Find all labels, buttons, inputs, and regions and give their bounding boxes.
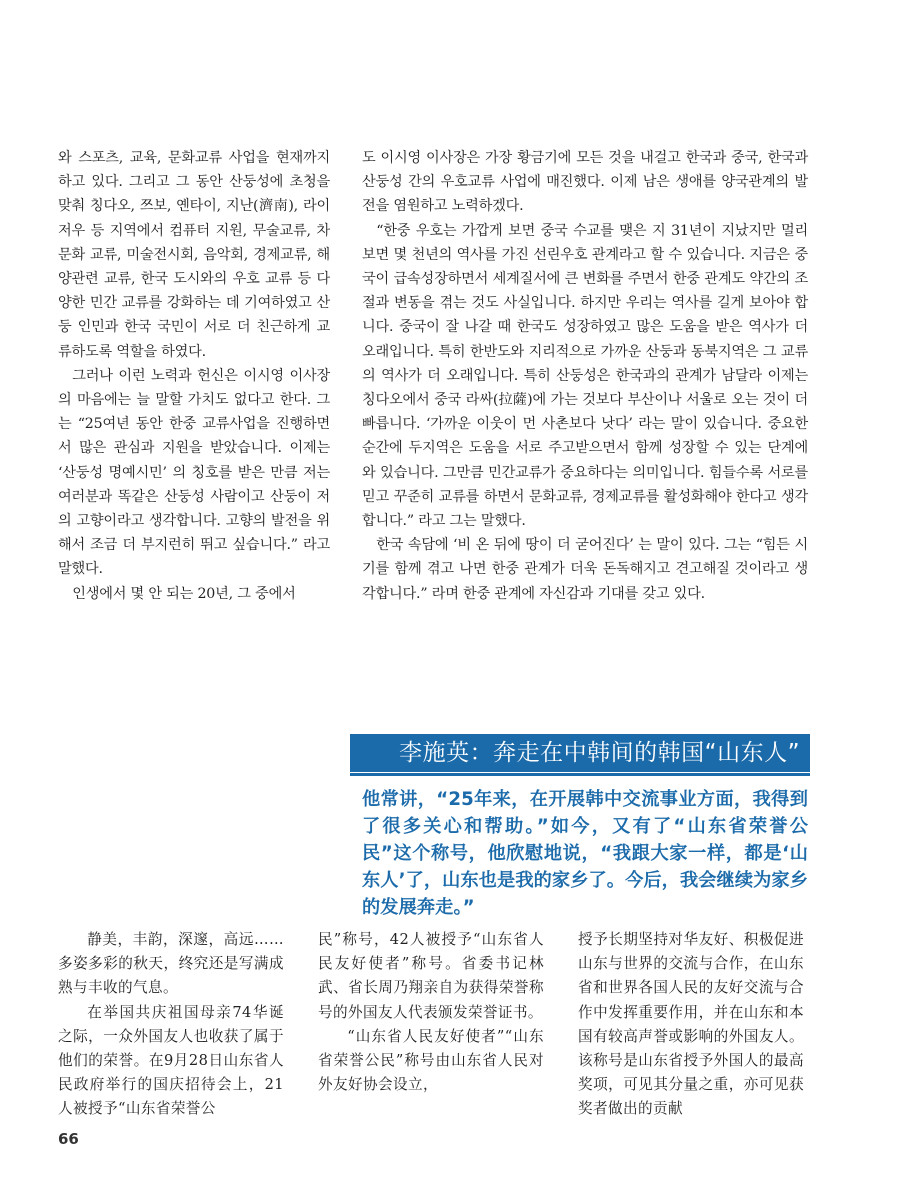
paragraph: “한중 우호는 가깝게 보면 중국 수교를 맺은 지 31년이 지났지만 멀리 보면 몇 천년의 역사를 가진 선린우호 관계라고 할 수 있습니다. 지금은 중국이 급속성장하면서 세계질서에 큰 변화를 주면서 한중 관계도 약간의 조절과 변동을 겪는 것도 사실입니다. 하지만 우리는 역사를 길게 보아야 합니다. 중국이 잘 나갈 때 한국도 성장하였고 많은 도움을 받은 역사가 더 오래입니다. 특히 한반도와 지리적으로 가까운 산둥과 동북지역은 그 교류의 역사가 더 오래입니다. 특히 산둥성은 한국과의 관계가 남달라 이제는 칭다오에서 중국 라싸(拉薩)에 가는 것보다 부산이나 서울로 오는 것이 더 빠릅니다. ‘가까운 이웃이 먼 사촌보다 낫다’ 라는 말이 있습니다. 중요한 순간에 두지역은 도움을 서로 주고받으면서 함께 성장할 수 있는 단계에 와 있습니다. 그만큼 민간교류가 중요하다는 의미입니다. 힘들수록 서로를 믿고 꾸준히 교류를 하면서 문화교류, 경제교류를 활성화해야 한다고 생각합니다.” 라고 그는 말했다. (362, 222, 808, 530)
paragraph: 그러나 이런 노력과 헌신은 이시영 이사장의 마음에는 늘 말할 가치도 없다고 한다. 그는 “25여년 동안 한중 교류사업을 진행하면서 많은 관심과 지원을 받았습니다. 이제는 ‘산둥성 명예시민’ 의 칭호를 받은 만큼 저는 여러분과 똑같은 산둥성 사람이고 산둥이 저의 고향이라고 생각합니다. 고향의 발전을 위해서 조금 더 부지런히 뛰고 싶습니다.” 라고 말했다. (58, 367, 330, 578)
chinese-article-headline: 李施英：奔走在中韩间的韩国“山东人” (399, 740, 800, 766)
headline-band (350, 734, 810, 772)
paragraph: 民”称号，42人被授予“山东省人民友好使者”称号。省委书记林武、省长周乃翔亲自为获得荣誉称号的外国友人代表颁发荣誉证书。 (318, 931, 544, 1021)
paragraph: 静美，丰韵，深邃，高远……多姿多彩的秋天，终究还是写满成熟与丰收的气息。 (58, 931, 284, 997)
chinese-article-column-3 (578, 928, 804, 1122)
headline-divider (350, 773, 810, 776)
paragraph: 授予长期坚持对华友好、积极促进山东与世界的交流与合作，在山东省和世界各国人民的友好交流与合作中发挥重要作用，并在山东和本国有较高声誉或影响的外国友人。该称号是山东省授予外国人的最高奖项，可见其分量之重，亦可见获奖者做出的贡献 (578, 931, 804, 1118)
korean-article-left-column (58, 146, 330, 606)
pull-quote: 他常讲，“25年来，在开展韩中交流事业方面，我得到了很多关心和帮助。”如今，又有了“山东省荣誉公民”这个称号，他欣慰地说，“我跟大家一样，都是‘山东人’了，山东也是我的家乡了。今后，我会继续为家乡的发展奔走。” (362, 789, 808, 918)
chinese-article-column-2 (318, 928, 544, 1097)
paragraph: 인생에서 몇 안 되는 20년, 그 중에서 (72, 585, 296, 602)
paragraph: 在举国共庆祖国母亲74华诞之际，一众外国友人也收获了属于他们的荣誉。在9月28日山东省人民政府举行的国庆招待会上，21人被授予“山东省荣誉公 (58, 1003, 284, 1118)
korean-article-right-column (362, 146, 808, 606)
page-number: 66 (58, 1130, 79, 1148)
paragraph: 와 스포츠, 교육, 문화교류 사업을 현재까지 하고 있다. 그리고 그 동안 산둥성에 초청을 맞춰 칭다오, 쯔보, 옌타이, 지난(濟南), 라이저우 등 지역에서 컴퓨터 지원, 무술교류, 차문화 교류, 미술전시회, 음악회, 경제교류, 해양관련 교류, 한국 도시와의 우호 교류 등 다양한 민간 교류를 강화하는 데 기여하였고 산둥 인민과 한국 국민이 서로 더 친근하게 교류하도록 역할을 하였다. (58, 150, 330, 360)
paragraph: “山东省人民友好使者”“山东省荣誉公民”称号由山东省人民对外友好协会设立， (318, 1027, 544, 1094)
paragraph: 도 이시영 이사장은 가장 황금기에 모든 것을 내걸고 한국과 중국, 한국과 산둥성 간의 우호교류 사업에 매진했다. 이제 남은 생애를 양국관계의 발전을 염원하고 노력하겠다. (362, 150, 808, 215)
paragraph: 한국 속담에 ‘비 온 뒤에 땅이 더 굳어진다’ 는 말이 있다. 그는 “힘든 시기를 함께 겪고 나면 한중 관계가 더욱 돈독해지고 견고해질 것이라고 생각합니다.” 라며 한중 관계에 자신감과 기대를 갖고 있다. (362, 537, 808, 602)
chinese-article-column-1 (58, 928, 284, 1122)
